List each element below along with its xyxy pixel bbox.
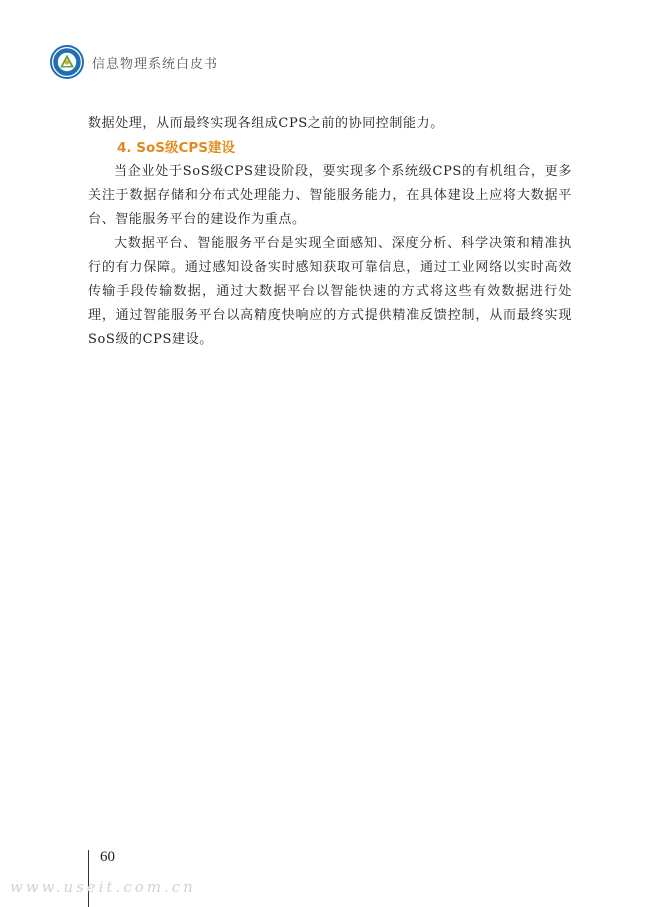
circular-seal-logo-icon [50, 45, 84, 79]
header-title: 信息物理系统白皮书 [92, 56, 219, 72]
paragraph-sos-stage: 当企业处于SoS级CPS建设阶段，要实现多个系统级CPS的有机组合，更多关注于数据存储和分布式处理能力、智能服务能力，在具体建设上应将大数据平台、智能服务平台的建设作为重点。 [88, 164, 572, 227]
page-header [50, 44, 218, 80]
watermark: www.useit.com.cn [10, 878, 196, 896]
paragraph-continuation: 数据处理，从而最终实现各组成CPS之前的协同控制能力。 [88, 116, 444, 131]
section-heading: 4. SoS级CPS建设 [117, 140, 235, 156]
paragraph-platforms: 大数据平台、智能服务平台是实现全面感知、深度分析、科学决策和精准执行的有力保障。通过感知设备实时感知获取可靠信息，通过工业网络以实时高效传输手段传输数据，通过大数据平台以智能快速的方式将这些有效数据进行处理，通过智能服务平台以高精度快响应的方式提供精准反馈控制，从而最终实现SoS级的CPS建设。 [88, 236, 572, 347]
page-number: 60 [100, 849, 115, 865]
page-body [88, 112, 572, 352]
